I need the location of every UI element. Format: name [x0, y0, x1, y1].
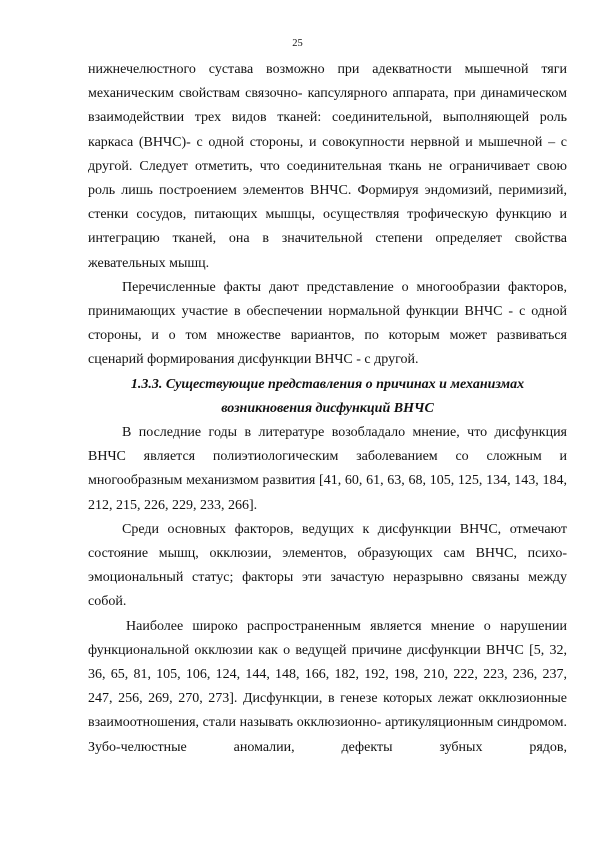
paragraph-connective-tissue: нижнечелюстного сустава возможно при адекватности мышечной тяги механическим свойствам связочно- капсулярного аппарата, при динамическом взаимодействии трех видов тканей: соединительной, выполняющей роль каркаса (ВНЧС)- с одной стороны, и совокупности нервной и мышечной – с другой. Следует отметить, что соединительная ткань не ограничивает свою роль лишь построением элементов ВНЧС. Формируя эндомизий, перимизий, стенки сосудов, питающих мышцы, осуществляя трофическую функцию и интеграцию тканей, она в значительной степени определяет свойства жевательных мышц.: [88, 62, 567, 271]
section-heading: [88, 373, 567, 421]
page-number: 25: [292, 38, 303, 49]
section-heading-line-1: 1.3.3. Существующие представления о причинах и механизмах: [130, 376, 525, 392]
document-body: [88, 58, 567, 760]
section-heading-line-2: возникновения дисфункций ВНЧС: [221, 400, 434, 416]
paragraph-polyetiology: В последние годы в литературе возобладало мнение, что дисфункция ВНЧС является полиэтиологическим заболеванием со сложным и многообразным механизмом развития [41, 60, 61, 63, 68, 105, 125, 134, 143, 184, 212, 215, 226, 229, 233, 266].: [88, 425, 567, 513]
paragraph-occlusion: Наиболее широко распространенным является мнение о нарушении функциональной окклюзии как о ведущей причине дисфункции ВНЧС [5, 32, 36, 65, 81, 105, 106, 124, 144, 148, 166, 182, 192, 198, 210, 222, 223, 236, 237, 247, 256, 269, 270, 273]. Дисфункции, в генезе которых лежат окклюзионные взаимоотношения, стали называть окклюзионно- артикуляционным синдромом. Зубо-челюстные аномалии, дефекты зубных рядов,: [88, 618, 567, 755]
paragraph-factors-summary: Перечисленные факты дают представление о многообразии факторов, принимающих участие в обеспечении нормальной функции ВНЧС - с одной стороны, и о том множестве вариантов, по которым может развиваться сценарий формирования дисфункции ВНЧС - с другой.: [88, 279, 567, 368]
paragraph-main-factors: Среди основных факторов, ведущих к дисфункции ВНЧС, отмечают состояние мышц, окклюзии, элементов, образующих сам ВНЧС, психо-эмоциональный статус; факторы эти зачастую неразрывно связаны между собой.: [88, 521, 567, 610]
